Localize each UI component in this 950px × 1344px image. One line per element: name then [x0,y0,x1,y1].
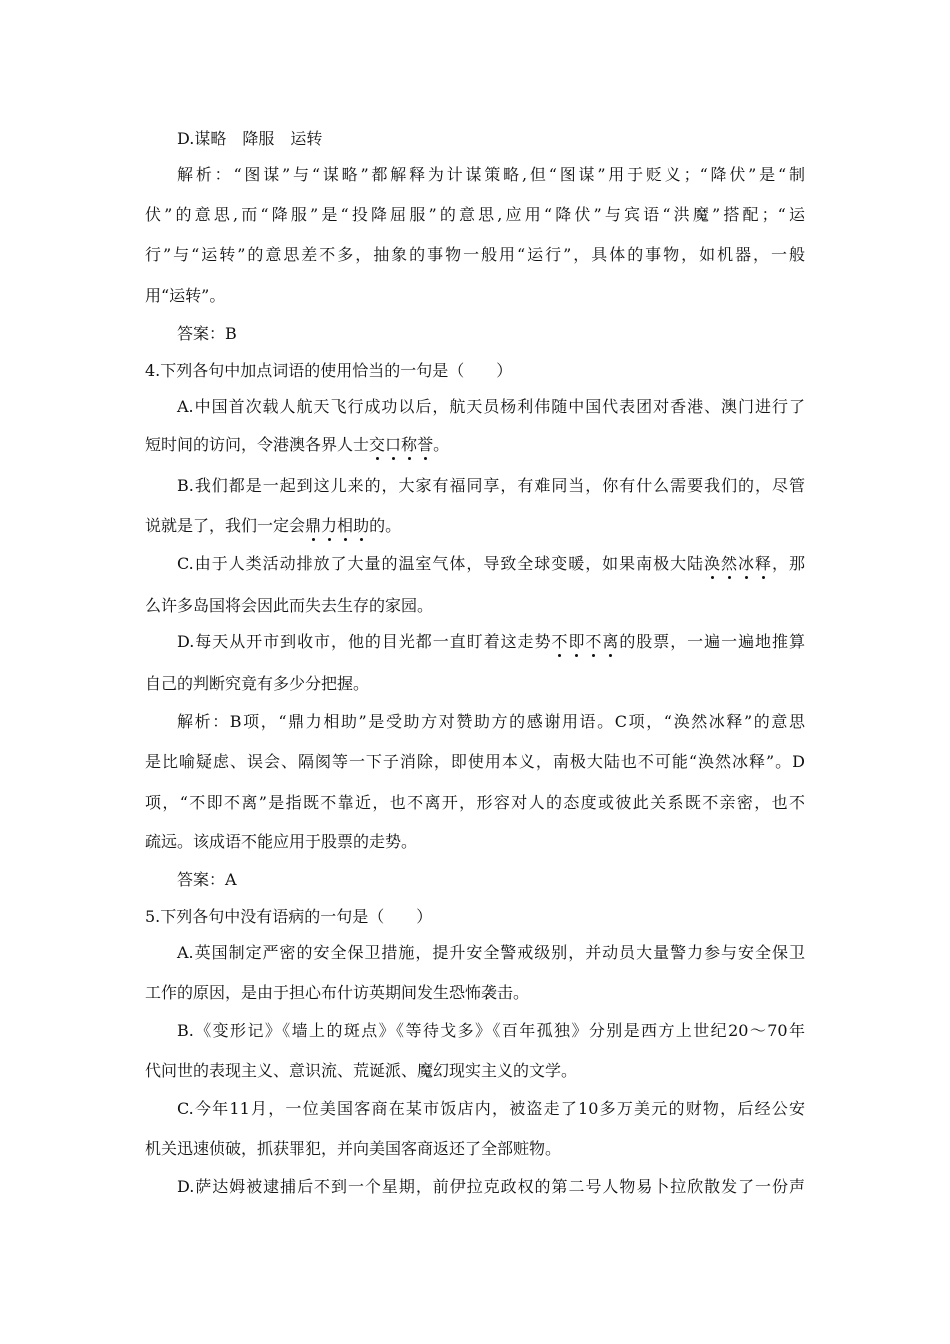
q5-option-a-line-2: 工作的原因，是由于担心布什访英期间发生恐怖袭击。 [145,983,530,1002]
q3-option-d: D.谋略 降服 运转 [177,129,323,148]
emphasis-char: 力 [321,516,338,535]
emphasis-char: 涣 [704,554,722,573]
emphasis-char: 即 [568,632,586,651]
q4-option-c-line-1: C.由于人类活动排放了大量的温室气体，导致全球变暖，如果南极大陆涣然冰释，那 [177,554,805,573]
q4-analysis-line-1: 解析：B项，“鼎力相助”是受助方对赞助方的感谢用语。C项，“涣然冰释”的意思 [177,712,805,731]
q3-analysis-line-4: 用“运转”。 [145,286,226,305]
emphasis-char: 相 [337,516,354,535]
emphasis-char: 离 [602,632,620,651]
q3-analysis-line-3: 行”与“运转”的意思差不多，抽象的事物一般用“运行”，具体的事物，如机器，一般 [145,245,805,264]
q5-option-a-line-1: A.英国制定严密的安全保卫措施，提升安全警戒级别，并动员大量警力参与安全保卫 [177,943,805,962]
q4-option-b-line-2: 说就是了，我们一定会鼎力相助的。 [145,516,402,535]
q5-option-c-line-1: C.今年11月，一位美国客商在某市饭店内，被盗走了10多万美元的财物，后经公安 [177,1099,805,1118]
q5-stem: 5.下列各句中没有语病的一句是（ ） [145,907,433,926]
emphasis-char: 称 [401,435,418,454]
emphasis-char: 然 [721,554,739,573]
q4-option-c-line-2: 么许多岛国将会因此而失去生存的家园。 [145,596,434,615]
emphasis-char: 冰 [738,554,755,573]
q3-answer: 答案：B [177,324,237,343]
q4-option-d-line-1: D.每天从开市到收市，他的目光都一直盯着这走势不即不离的股票，一遍一遍地推算 [177,632,805,651]
q5-option-d-line-1: D.萨达姆被逮捕后不到一个星期，前伊拉克政权的第二号人物易卜拉欣散发了一份声 [177,1177,805,1196]
q4-option-b-line-1: B.我们都是一起到这儿来的，大家有福同享，有难同当，你有什么需要我们的，尽管 [177,476,805,495]
q4-option-a-line-1: A.中国首次载人航天飞行成功以后，航天员杨利伟随中国代表团对香港、澳门进行了 [177,397,805,416]
q4-analysis-line-3: 项，“不即不离”是指既不靠近，也不离开，形容对人的态度或彼此关系既不亲密，也不 [145,793,805,812]
q4-option-d-line-2: 自己的判断究竟有多少分把握。 [145,674,370,693]
emphasis-char: 不 [551,632,569,651]
q5-option-b-line-1: B.《变形记》《墙上的斑点》《等待戈多》《百年孤独》分别是西方上世纪20～70年 [177,1021,805,1040]
emphasis-char: 鼎 [305,516,322,535]
q4-analysis-line-2: 是比喻疑虑、误会、隔阂等一下子消除，即使用本义，南极大陆也不可能“涣然冰释”。D [145,752,805,771]
q4-answer: 答案：A [177,870,237,889]
q4-option-a-line-2: 短时间的访问，令港澳各界人士交口称誉。 [145,435,450,454]
q4-analysis-line-4: 疏远。该成语不能应用于股票的走势。 [145,832,418,851]
q5-option-c-line-2: 机关迅速侦破，抓获罪犯，并向美国客商返还了全部赃物。 [145,1139,562,1158]
emphasis-char: 不 [585,632,603,651]
q4-stem: 4.下列各句中加点词语的使用恰当的一句是（ ） [145,361,513,380]
emphasis-char: 释 [755,554,772,573]
emphasis-char: 誉 [417,435,434,454]
emphasis-char: 交 [369,435,386,454]
emphasis-char: 口 [385,435,402,454]
q5-option-b-line-2: 代问世的表现主义、意识流、荒诞派、魔幻现实主义的文学。 [145,1061,578,1080]
emphasis-char: 助 [353,516,370,535]
q3-analysis-line-1: 解析：“图谋”与“谋略”都解释为计谋策略,但“图谋”用于贬义；“降伏”是“制 [177,165,805,184]
q3-analysis-line-2: 伏”的意思,而“降服”是“投降屈服”的意思,应用“降伏”与宾语“洪魔”搭配；“运 [145,205,805,224]
